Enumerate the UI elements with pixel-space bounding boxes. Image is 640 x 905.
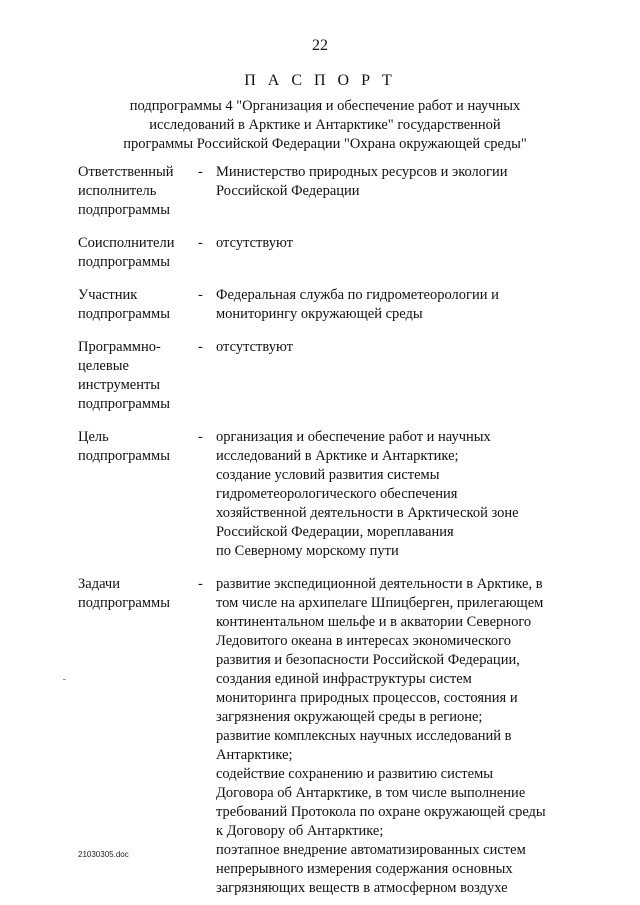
value-line: создание условий развития системы bbox=[216, 467, 440, 483]
value-line: поэтапное внедрение автоматизированных систем bbox=[216, 842, 526, 858]
value-line: Договора об Антарктике, в том числе выполнение bbox=[216, 785, 526, 801]
value-line: мониторингу окружающей среды bbox=[216, 306, 423, 322]
label-line: подпрограммы bbox=[78, 254, 170, 270]
value-line: загрязняющих веществ в атмосферном воздухе bbox=[216, 880, 508, 896]
label-line: Ответственный bbox=[78, 164, 174, 180]
value-line: загрязнения окружающей среды в регионе; bbox=[216, 709, 483, 725]
row-tasks bbox=[78, 575, 578, 898]
row-dash: - bbox=[198, 235, 203, 251]
row-label bbox=[78, 575, 198, 613]
row-dash: - bbox=[198, 164, 203, 180]
label-line: подпрограммы bbox=[78, 396, 170, 412]
label-line: подпрограммы bbox=[78, 595, 170, 611]
value-line: непрерывного измерения содержания основных bbox=[216, 861, 513, 877]
subtitle-line: программы Российской Федерации "Охрана окружающей среды" bbox=[123, 136, 527, 152]
row-label bbox=[78, 338, 198, 414]
row-responsible-executor bbox=[78, 163, 578, 220]
label-line: целевые bbox=[78, 358, 129, 374]
label-line: инструменты bbox=[78, 377, 161, 393]
row-value bbox=[216, 575, 561, 898]
value-line: содействие сохранению и развитию системы bbox=[216, 766, 493, 782]
row-value bbox=[216, 286, 561, 324]
row-dash: - bbox=[198, 429, 203, 445]
label-line: подпрограммы bbox=[78, 448, 170, 464]
row-goal bbox=[78, 428, 578, 561]
value-line: отсутствуют bbox=[216, 235, 293, 251]
label-line: Программно- bbox=[78, 339, 161, 355]
value-line: хозяйственной деятельности в Арктической зоне bbox=[216, 505, 519, 521]
label-line: Участник bbox=[78, 287, 138, 303]
row-label bbox=[78, 286, 198, 324]
value-line: к Договору об Антарктике; bbox=[216, 823, 384, 839]
value-line: создания единой инфраструктуры систем bbox=[216, 671, 472, 687]
label-line: подпрограммы bbox=[78, 306, 170, 322]
row-dash: - bbox=[198, 287, 203, 303]
value-line: организация и обеспечение работ и научных bbox=[216, 429, 491, 445]
value-line: Ледовитого океана в интересах экономического bbox=[216, 633, 511, 649]
value-line: по Северному морскому пути bbox=[216, 543, 399, 559]
row-value bbox=[216, 163, 561, 201]
margin-mark bbox=[63, 679, 66, 680]
label-line: Цель bbox=[78, 429, 109, 445]
row-value bbox=[216, 428, 561, 561]
document-subtitle bbox=[90, 97, 560, 154]
value-line: Антарктике; bbox=[216, 747, 293, 763]
value-line: исследований в Арктике и Антарктике; bbox=[216, 448, 459, 464]
value-line: континентальном шельфе и в акватории Северного bbox=[216, 614, 532, 630]
label-line: подпрограммы bbox=[78, 202, 170, 218]
row-participant bbox=[78, 286, 578, 324]
row-co-executors bbox=[78, 234, 578, 272]
row-value bbox=[216, 338, 561, 357]
passport-table bbox=[78, 163, 578, 898]
value-line: гидрометеорологического обеспечения bbox=[216, 486, 458, 502]
value-line: развитие экспедиционной деятельности в Арктике, в bbox=[216, 576, 543, 592]
subtitle-line: исследований в Арктике и Антарктике" государственной bbox=[149, 117, 501, 133]
row-dash: - bbox=[198, 576, 203, 592]
value-line: развития и безопасности Российской Федерации, bbox=[216, 652, 520, 668]
value-line: том числе на архипелаге Шпицберген, прилегающем bbox=[216, 595, 544, 611]
value-line: Российской Федерации, мореплавания bbox=[216, 524, 454, 540]
value-line: Федеральная служба по гидрометеорологии и bbox=[216, 287, 499, 303]
value-line: мониторинга природных процессов, состояния и bbox=[216, 690, 518, 706]
subtitle-line: подпрограммы 4 "Организация и обеспечение работ и научных bbox=[129, 98, 521, 114]
value-line: Министерство природных ресурсов и экологии bbox=[216, 164, 508, 180]
row-label bbox=[78, 428, 198, 466]
label-line: исполнитель bbox=[78, 183, 157, 199]
label-line: Соисполнители bbox=[78, 235, 175, 251]
value-line: отсутствуют bbox=[216, 339, 293, 355]
row-label bbox=[78, 163, 198, 220]
row-label bbox=[78, 234, 198, 272]
row-program-tools bbox=[78, 338, 578, 414]
footer-filename: 21030305.doc bbox=[78, 850, 129, 859]
row-value bbox=[216, 234, 561, 253]
value-line: развитие комплексных научных исследований в bbox=[216, 728, 512, 744]
document-title: П А С П О Р Т bbox=[244, 72, 396, 89]
label-line: Задачи bbox=[78, 576, 120, 592]
value-line: Российской Федерации bbox=[216, 183, 360, 199]
page-number: 22 bbox=[312, 37, 328, 54]
value-line: требований Протокола по охране окружающей среды bbox=[216, 804, 546, 820]
row-dash: - bbox=[198, 339, 203, 355]
